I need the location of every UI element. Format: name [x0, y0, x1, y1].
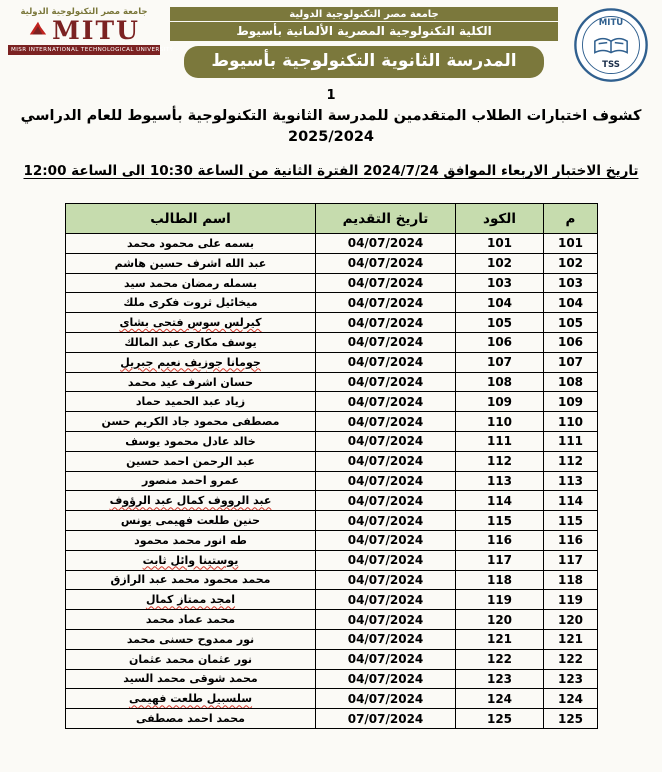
cell-m: 124	[544, 689, 598, 709]
table-row	[66, 669, 598, 689]
cell-m: 119	[544, 590, 598, 610]
cell-name: بسمه على محمود محمد	[66, 234, 316, 254]
cell-name: يوسف مكارى عبد المالك	[66, 333, 316, 353]
cell-date: 04/07/2024	[316, 273, 456, 293]
cell-m: 102	[544, 253, 598, 273]
table-row	[66, 412, 598, 432]
table-row	[66, 451, 598, 471]
col-header-code: الكود	[456, 204, 544, 234]
cell-m: 123	[544, 669, 598, 689]
cell-name	[66, 590, 316, 610]
table-row	[66, 432, 598, 452]
cell-code: 106	[456, 333, 544, 353]
cell-code: 122	[456, 649, 544, 669]
document-header	[0, 0, 662, 87]
cell-m: 109	[544, 392, 598, 412]
cell-date: 04/07/2024	[316, 372, 456, 392]
student-name-misspelled: سلسبيل طلعت فهيمى	[128, 692, 253, 706]
school-seal	[568, 7, 654, 87]
student-name-misspelled: جومانا جوزيف نعيم جبريل	[120, 355, 261, 369]
cell-m: 112	[544, 451, 598, 471]
students-table	[65, 203, 598, 729]
cell-date: 04/07/2024	[316, 590, 456, 610]
cell-date: 04/07/2024	[316, 610, 456, 630]
document-title-line1: كشوف اختبارات الطلاب المتقدمين للمدرسة الثانوية التكنولوجية بأسيوط للعام الدراسي	[20, 108, 642, 124]
table-row	[66, 550, 598, 570]
cell-code: 108	[456, 372, 544, 392]
table-row	[66, 333, 598, 353]
university-logo	[8, 7, 174, 55]
cell-date: 04/07/2024	[316, 313, 456, 333]
cell-name: زياد عبد الحميد حماد	[66, 392, 316, 412]
cell-code: 123	[456, 669, 544, 689]
cell-name	[66, 689, 316, 709]
table-row	[66, 313, 598, 333]
cell-m: 101	[544, 234, 598, 254]
cell-m: 118	[544, 570, 598, 590]
cell-date: 04/07/2024	[316, 451, 456, 471]
cell-code: 110	[456, 412, 544, 432]
cell-name: محمد عماد محمد	[66, 610, 316, 630]
table-row	[66, 610, 598, 630]
cell-date: 04/07/2024	[316, 392, 456, 412]
cell-date: 04/07/2024	[316, 491, 456, 511]
table-row	[66, 293, 598, 313]
exam-schedule-line: تاريخ الاختبار الاربعاء الموافق 2024/7/24 الفترة الثانية من الساعة 10:30 الى الساعة 12:00	[23, 163, 639, 180]
cell-m: 120	[544, 610, 598, 630]
cell-name	[66, 313, 316, 333]
col-header-name: اسم الطالب	[66, 204, 316, 234]
cell-name: حنين طلعت فهيمى يونس	[66, 511, 316, 531]
cell-date: 04/07/2024	[316, 293, 456, 313]
cell-name: محمد احمد مصطفى	[66, 709, 316, 729]
cell-date: 04/07/2024	[316, 669, 456, 689]
student-name-misspelled: عبد الرووف كمال عبد الرؤوف	[109, 494, 272, 508]
cell-code: 112	[456, 451, 544, 471]
table-header-row	[66, 204, 598, 234]
cell-m: 117	[544, 550, 598, 570]
cell-name: طه انور محمد محمود	[66, 530, 316, 550]
cell-m: 105	[544, 313, 598, 333]
cell-date: 04/07/2024	[316, 511, 456, 531]
table-row	[66, 709, 598, 729]
cell-date: 04/07/2024	[316, 550, 456, 570]
cell-name	[66, 491, 316, 511]
cell-code: 118	[456, 570, 544, 590]
cell-code: 119	[456, 590, 544, 610]
table-row	[66, 372, 598, 392]
student-name-misspelled: يوستينا وائل ثابت	[142, 553, 239, 567]
cell-name: محمد محمود محمد عبد الرازق	[66, 570, 316, 590]
students-table-wrap	[65, 203, 597, 729]
cell-name: عبد الرحمن احمد حسين	[66, 451, 316, 471]
cell-code: 124	[456, 689, 544, 709]
col-header-serial: م	[544, 204, 598, 234]
cell-m: 110	[544, 412, 598, 432]
cell-date: 04/07/2024	[316, 412, 456, 432]
mitu-bird-icon	[28, 19, 48, 43]
cell-m: 103	[544, 273, 598, 293]
cell-code: 105	[456, 313, 544, 333]
university-logo-arabic-title: جامعة مصر التكنولوجية الدولية	[20, 7, 148, 17]
table-row	[66, 491, 598, 511]
cell-m: 121	[544, 629, 598, 649]
cell-code: 114	[456, 491, 544, 511]
cell-date: 04/07/2024	[316, 471, 456, 491]
seal-brand-text: MITU	[598, 18, 624, 29]
header-strip-college: الكلية التكنولوجية المصرية الألمانية بأسيوط	[170, 22, 558, 41]
cell-name: بسمله رمضان محمد سيد	[66, 273, 316, 293]
student-name-misspelled: امجد ممتاز كمال	[145, 593, 236, 607]
cell-date: 04/07/2024	[316, 333, 456, 353]
cell-date: 04/07/2024	[316, 352, 456, 372]
document-title	[0, 106, 662, 148]
page-number: 1	[326, 88, 336, 103]
student-name-misspelled: كيرلس سوس فتحى بشاى	[119, 316, 262, 330]
cell-date: 04/07/2024	[316, 570, 456, 590]
cell-m: 113	[544, 471, 598, 491]
university-logo-brand-row	[8, 18, 160, 43]
cell-code: 101	[456, 234, 544, 254]
table-row	[66, 471, 598, 491]
cell-name: ميخائيل ثروت فكرى ملك	[66, 293, 316, 313]
cell-m: 116	[544, 530, 598, 550]
cell-m: 106	[544, 333, 598, 353]
cell-date: 04/07/2024	[316, 432, 456, 452]
cell-code: 109	[456, 392, 544, 412]
table-row	[66, 392, 598, 412]
school-name-banner: المدرسة الثانوية التكنولوجية بأسيوط	[184, 46, 544, 78]
cell-name: خالد عادل محمود يوسف	[66, 432, 316, 452]
university-logo-tagline: MISR INTERNATIONAL TECHNOLOGICAL UNIVERSITY	[8, 45, 160, 55]
seal-sub-text: TSS	[602, 59, 620, 70]
table-row	[66, 570, 598, 590]
table-row	[66, 689, 598, 709]
cell-m: 122	[544, 649, 598, 669]
students-table-body	[66, 234, 598, 729]
cell-m: 108	[544, 372, 598, 392]
cell-date: 04/07/2024	[316, 689, 456, 709]
cell-code: 116	[456, 530, 544, 550]
header-banners	[170, 7, 558, 78]
cell-code: 104	[456, 293, 544, 313]
table-row	[66, 511, 598, 531]
cell-m: 107	[544, 352, 598, 372]
cell-m: 111	[544, 432, 598, 452]
cell-code: 102	[456, 253, 544, 273]
table-row	[66, 649, 598, 669]
cell-name: نور عثمان محمد عثمان	[66, 649, 316, 669]
cell-code: 111	[456, 432, 544, 452]
cell-m: 125	[544, 709, 598, 729]
cell-date: 04/07/2024	[316, 649, 456, 669]
cell-name	[66, 352, 316, 372]
table-row	[66, 253, 598, 273]
table-row	[66, 352, 598, 372]
university-logo-brand: MITU	[52, 16, 140, 45]
cell-m: 114	[544, 491, 598, 511]
header-strip-university: جامعة مصر التكنولوجية الدولية	[170, 7, 558, 21]
cell-m: 104	[544, 293, 598, 313]
cell-name: حسان اشرف عيد محمد	[66, 372, 316, 392]
table-row	[66, 629, 598, 649]
cell-date: 04/07/2024	[316, 530, 456, 550]
table-row	[66, 530, 598, 550]
cell-code: 120	[456, 610, 544, 630]
cell-code: 113	[456, 471, 544, 491]
cell-date: 07/07/2024	[316, 709, 456, 729]
academic-year: 2025/2024	[287, 129, 374, 146]
cell-name: نور ممدوح حسنى محمد	[66, 629, 316, 649]
cell-code: 121	[456, 629, 544, 649]
cell-date: 04/07/2024	[316, 629, 456, 649]
cell-name: عبد الله اشرف حسين هاشم	[66, 253, 316, 273]
cell-code: 103	[456, 273, 544, 293]
cell-code: 125	[456, 709, 544, 729]
cell-name: محمد شوقى محمد السيد	[66, 669, 316, 689]
cell-date: 04/07/2024	[316, 253, 456, 273]
table-row	[66, 234, 598, 254]
cell-code: 115	[456, 511, 544, 531]
col-header-date: تاريخ التقديم	[316, 204, 456, 234]
table-row	[66, 273, 598, 293]
cell-name: مصطفى محمود جاد الكريم حسن	[66, 412, 316, 432]
table-row	[66, 590, 598, 610]
cell-m: 115	[544, 511, 598, 531]
cell-code: 117	[456, 550, 544, 570]
cell-name: عمرو احمد منصور	[66, 471, 316, 491]
cell-date: 04/07/2024	[316, 234, 456, 254]
cell-code: 107	[456, 352, 544, 372]
cell-name	[66, 550, 316, 570]
